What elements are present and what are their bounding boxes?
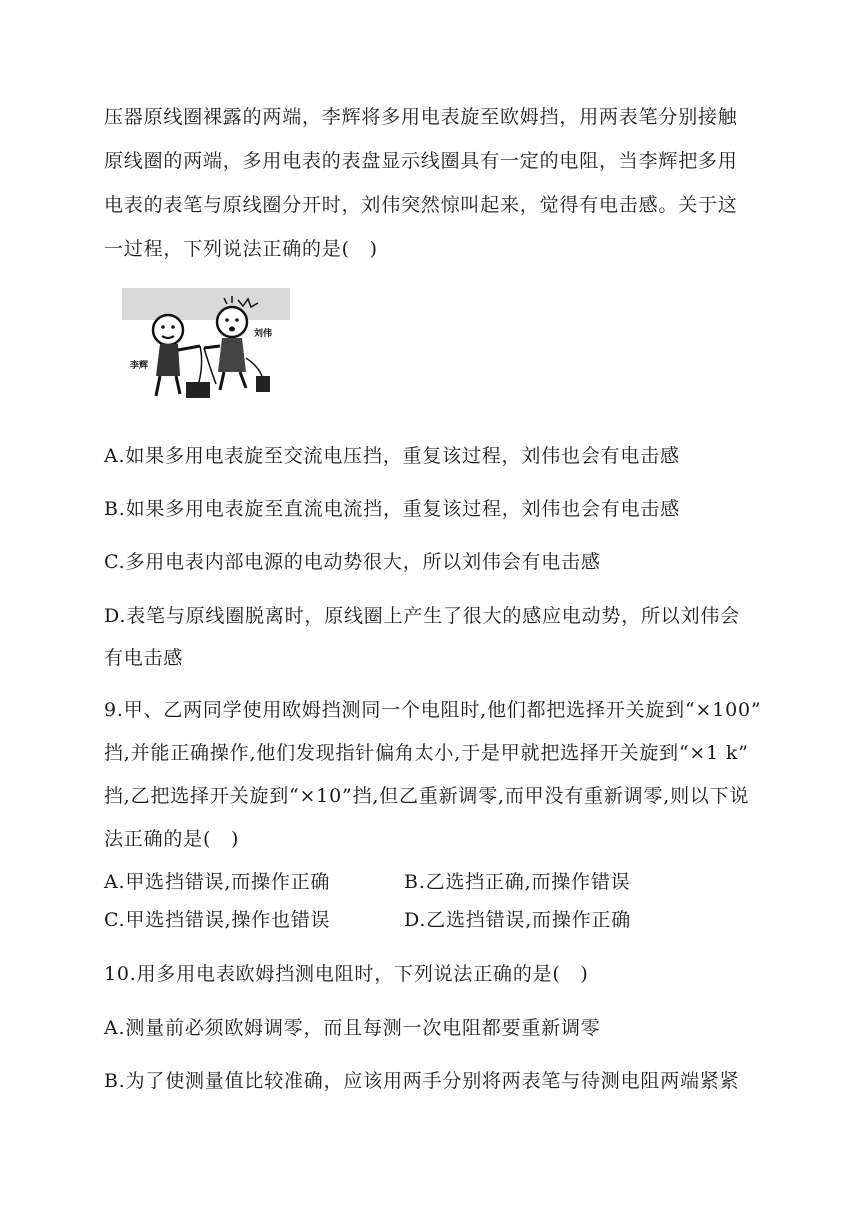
- person-left-body: [156, 344, 180, 376]
- q8-option-d-line1: D.表笔与原线圈脱离时，原线圈上产生了很大的感应电动势，所以刘伟会: [104, 605, 740, 627]
- q9-stem-line-1: 9.甲、乙两同学使用欧姆挡测同一个电阻时,他们都把选择开关旋到“×100”: [104, 699, 762, 721]
- transformer: [256, 376, 270, 392]
- background-shade: [122, 288, 290, 320]
- q9-stem-line-4: 法正确的是( ): [104, 828, 240, 850]
- person-right-head: [217, 307, 247, 337]
- illustration-svg: [120, 284, 296, 406]
- q10-option-a: A.测量前必须欧姆调零，而且每测一次电阻都要重新调零: [104, 1017, 601, 1039]
- intro-line-4: 一过程，下列说法正确的是( ): [104, 238, 378, 260]
- label-li-hui: 李辉: [130, 360, 149, 370]
- intro-line-2: 原线圈的两端，多用电表的表盘显示线圈具有一定的电阻，当李辉把多用: [104, 150, 738, 172]
- q9-stem-line-3: 挡,乙把选择开关旋到“×10”挡,但乙重新调零,而甲没有重新调零,则以下说: [104, 785, 750, 807]
- q10-option-b-line1: B.为了使测量值比较准确，应该用两手分别将两表笔与待测电阻两端紧紧: [104, 1070, 740, 1092]
- q8-option-a: A.如果多用电表旋至交流电压挡，重复该过程，刘伟也会有电击感: [104, 445, 680, 467]
- q9-stem-line-2: 挡,并能正确操作,他们发现指针偏角太小,于是甲就把选择开关旋到“×1 k”: [104, 742, 749, 764]
- q9-option-b: B.乙选挡正确,而操作错误: [404, 871, 631, 893]
- q9-option-d: D.乙选挡错误,而操作正确: [404, 909, 632, 931]
- multimeter: [186, 382, 210, 398]
- q8-option-c: C.多用电表内部电源的电动势很大，所以刘伟会有电击感: [104, 551, 601, 573]
- q9-option-c: C.甲选挡错误,操作也错误: [104, 909, 331, 931]
- person-right-body: [218, 338, 246, 372]
- q10-stem: 10.用多用电表欧姆挡测电阻时，下列说法正确的是( ): [104, 963, 589, 985]
- intro-line-3: 电表的表笔与原线圈分开时，刘伟突然惊叫起来，觉得有电击感。关于这: [104, 194, 738, 216]
- q8-option-b: B.如果多用电表旋至直流电流挡，重复该过程，刘伟也会有电击感: [104, 498, 681, 520]
- q8-option-d-line2: 有电击感: [104, 647, 184, 669]
- q9-option-a: A.甲选挡错误,而操作正确: [104, 871, 331, 893]
- label-liu-wei: 刘伟: [254, 328, 273, 338]
- person-left-head: [153, 315, 183, 345]
- intro-line-1: 压器原线圈裸露的两端，李辉将多用电表旋至欧姆挡，用两表笔分别接触: [104, 106, 738, 128]
- illustration-electric-shock: [120, 284, 296, 406]
